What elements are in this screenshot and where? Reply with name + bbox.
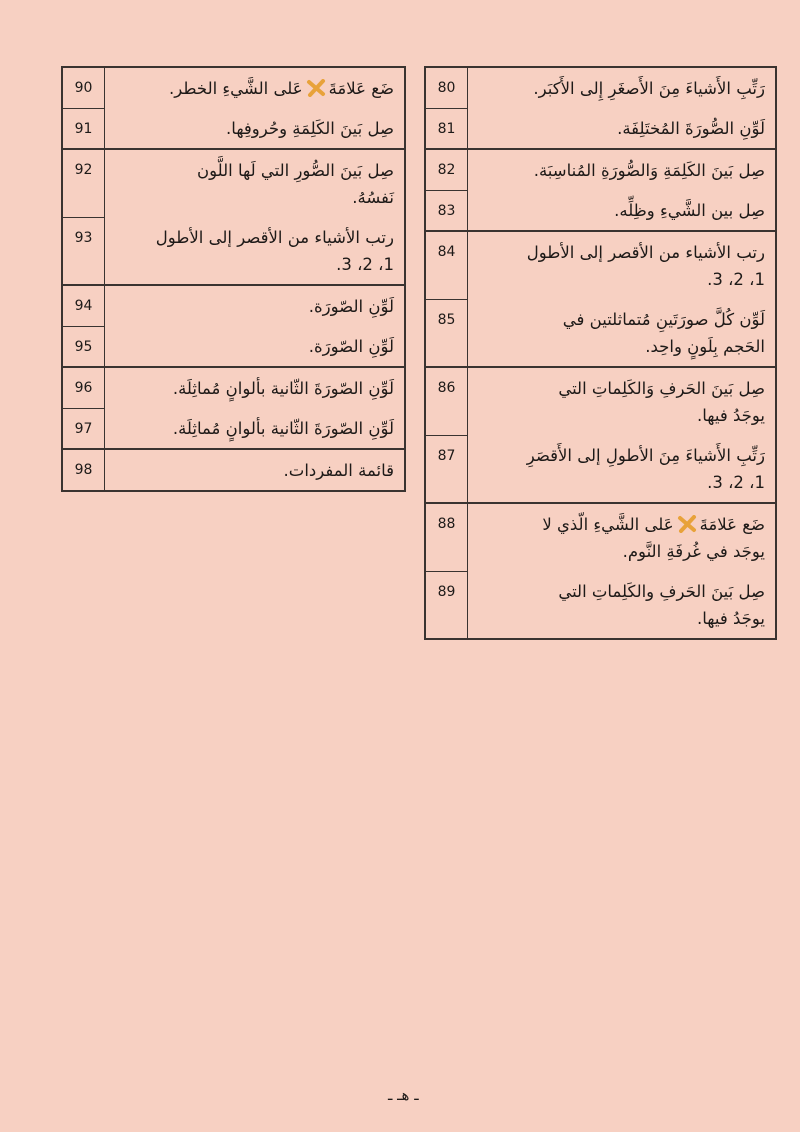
activity-description: لَوِّن كُلَّ صورَتَينِ مُتماثلتين في الحَجم بِلَونٍ واحِد. [562, 310, 765, 356]
table-row [426, 190, 775, 230]
table-row [63, 217, 404, 284]
page-number: 81 [426, 108, 468, 148]
page-number: 91 [63, 108, 105, 148]
table-group [426, 68, 775, 148]
page-number: 98 [63, 450, 105, 490]
page-number: 89 [426, 571, 468, 638]
table-row [63, 68, 404, 108]
table-row [63, 108, 404, 148]
activity-description: صِل بين الشَّيءِ وظِلِّه. [614, 201, 765, 220]
table-row [63, 286, 404, 326]
activity-description: رتب الأشياء من الأقصر إلى الأطول 1، 2، 3. [526, 243, 765, 289]
activity-description: لَوِّنِ الصّورَة. [308, 297, 394, 316]
table-group [426, 366, 775, 502]
table-group [426, 148, 775, 230]
activity-description [105, 68, 404, 108]
activity-description: رَتِّبِ الأَشياءَ مِنَ الأطولِ إلى الأَقصَرِ 1، 2، 3. [526, 446, 765, 492]
page-number: 96 [63, 368, 105, 408]
activity-description: صِل بَينَ الحَرفِ والكَلِماتِ التي يوجَدُ فيها. [558, 582, 765, 628]
table-row [426, 108, 775, 148]
activity-text-start: ضَع عَلامَةَ [328, 79, 394, 98]
page-number: 95 [63, 326, 105, 366]
activity-text-end: عَلى الشَّيءِ الخطر. [169, 79, 303, 98]
table-row [426, 299, 775, 366]
page-number: 88 [426, 504, 468, 571]
page-number: 92 [63, 150, 105, 217]
table-row [426, 150, 775, 190]
page-number: 85 [426, 299, 468, 366]
page-number: 86 [426, 368, 468, 435]
table-group [63, 448, 404, 490]
table-row [426, 68, 775, 108]
table-row [426, 435, 775, 502]
page-number: 84 [426, 232, 468, 299]
table-row [426, 504, 775, 571]
page-marker: ـ هـ ـ [388, 1086, 419, 1104]
table-row [63, 150, 404, 217]
activity-description: رتب الأشياء من الأقصر إلى الأطول 1، 2، 3. [155, 228, 394, 274]
page-number: 83 [426, 190, 468, 230]
contents-table-right [424, 66, 777, 640]
contents-table-left [61, 66, 406, 492]
page-number: 87 [426, 435, 468, 502]
page-number: 94 [63, 286, 105, 326]
activity-description: صِل بَينَ الكَلِمَةِ وحُروفِها. [226, 119, 394, 138]
activity-description: صِل بَينَ الصُّورِ التي لَها اللَّون نَفسُهُ. [197, 161, 394, 207]
table-row [426, 571, 775, 638]
x-mark-icon [306, 78, 326, 96]
table-group [426, 502, 775, 638]
activity-description: قائمة المفردات. [283, 461, 394, 480]
activity-description: لَوِّنِ الصّورَةَ الثّانية بألوانٍ مُماثِلَة. [172, 419, 394, 438]
activity-description: لَوِّنِ الصّورَة. [308, 337, 394, 356]
page-number: 93 [63, 217, 105, 284]
activity-description: لَوِّنِ الصّورَةَ الثّانية بألوانٍ مُماثِلَة. [172, 379, 394, 398]
activity-text-start: ضَع عَلامَةَ [699, 515, 765, 534]
table-group [63, 148, 404, 284]
table-group [63, 366, 404, 448]
table-group [63, 284, 404, 366]
activity-description: صِل بَينَ الكَلِمَةِ وَالصُّورَةِ المُناسِبَة. [533, 161, 765, 180]
activity-text-end: عَلى الشَّيءِ الّذي لا يوجَد في غُرفَةِ النَّوم. [542, 515, 765, 561]
table-row [426, 368, 775, 435]
table-row [63, 326, 404, 366]
activity-description: رَتِّبِ الأَشياءَ مِنَ الأَصغَرِ إِلى الأَكبَر. [533, 79, 765, 98]
page-number: 97 [63, 408, 105, 448]
activity-description: صِل بَينَ الحَرفِ وَالكَلِماتِ التي يوجَدُ فيها. [558, 379, 765, 425]
table-group [63, 68, 404, 148]
table-group [426, 230, 775, 366]
page-number: 90 [63, 68, 105, 108]
table-row [63, 368, 404, 408]
table-row [63, 408, 404, 448]
page-number: 82 [426, 150, 468, 190]
activity-description [468, 504, 775, 571]
activity-description: لَوِّنِ الصُّورَةَ المُختَلِفَة. [617, 119, 765, 138]
page-number: 80 [426, 68, 468, 108]
table-row [426, 232, 775, 299]
table-row [63, 450, 404, 490]
x-mark-icon [677, 514, 697, 532]
